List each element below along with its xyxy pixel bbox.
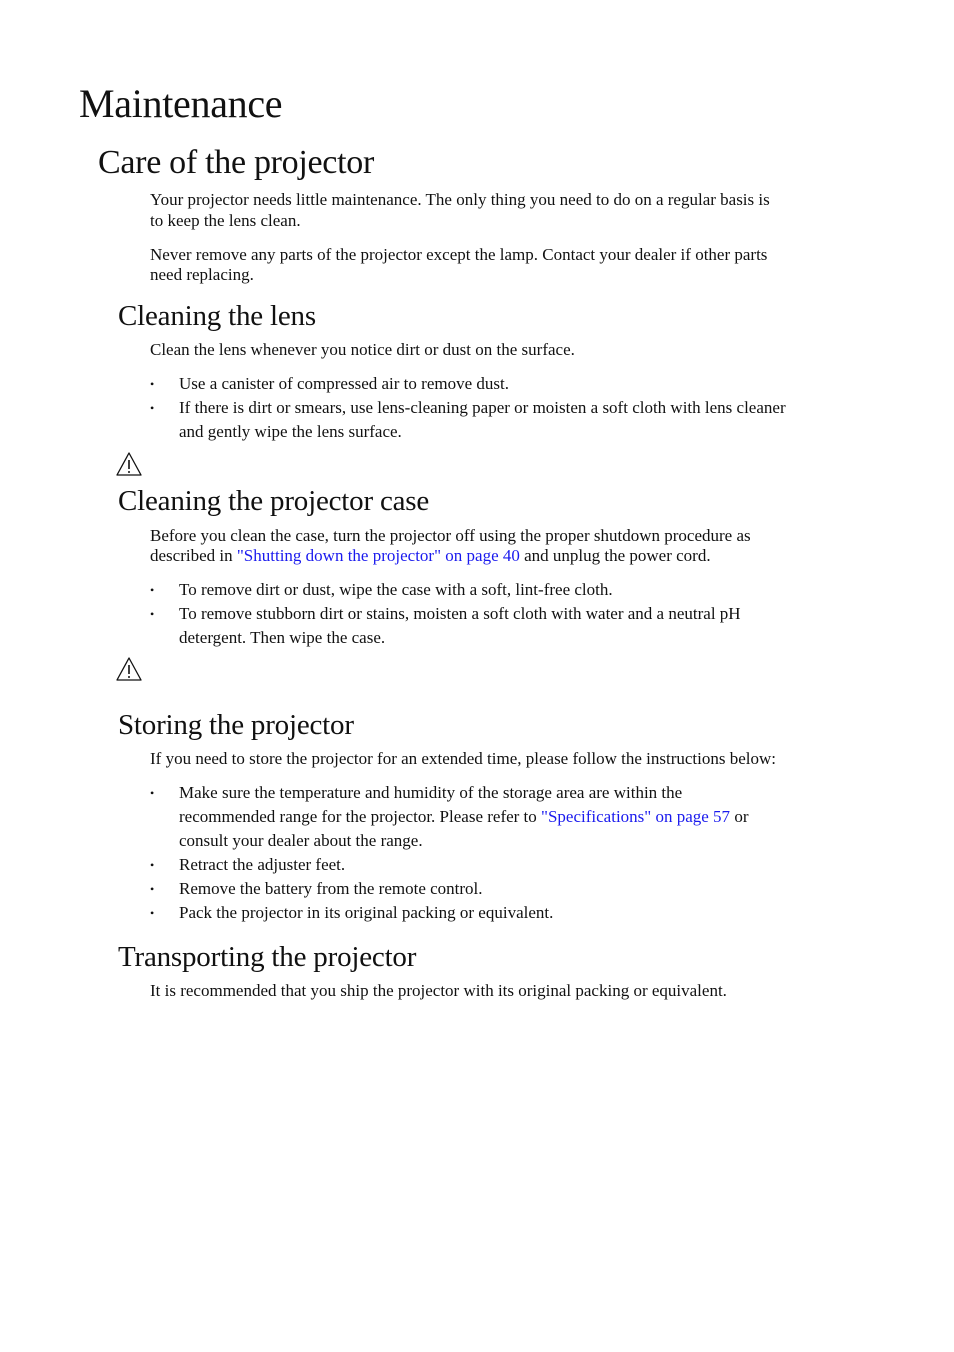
list-item-text: If there is dirt or smears, use lens-cleaning paper or moisten a soft cloth with lens cleaner: [179, 398, 786, 417]
case-intro-text: and unplug the power cord.: [519, 546, 711, 565]
section-heading-care: Care of the projector: [98, 144, 374, 181]
section-heading-case: Cleaning the projector case: [118, 485, 430, 517]
care-paragraph-1-line-2: to keep the lens clean.: [150, 211, 301, 230]
care-paragraph-2-line-2: need replacing.: [150, 265, 254, 284]
list-item-text: Remove the battery from the remote control.: [179, 879, 483, 898]
case-intro-text: described in: [150, 546, 237, 565]
list-item-text: Make sure the temperature and humidity of the storage area are within the: [179, 783, 683, 802]
specifications-link[interactable]: "Specifications" on page 57: [541, 807, 731, 826]
bullet-glyph: •: [150, 906, 155, 920]
list-item-text: and gently wipe the lens surface.: [179, 422, 402, 441]
list-item-text: Retract the adjuster feet.: [179, 855, 346, 874]
list-item-text: consult your dealer about the range.: [179, 831, 423, 850]
storing-intro: If you need to store the projector for an extended time, please follow the instructions below:: [150, 749, 776, 768]
section-heading-lens: Cleaning the lens: [118, 300, 316, 332]
lens-intro: Clean the lens whenever you notice dirt or dust on the surface.: [150, 340, 575, 359]
care-paragraph-1-line-1: Your projector needs little maintenance. The only thing you need to do on a regular basis is: [150, 190, 770, 209]
transport-intro: It is recommended that you ship the projector with its original packing or equivalent.: [150, 981, 727, 1000]
warning-triangle-icon: [115, 656, 143, 682]
list-item-text: To remove stubborn dirt or stains, moisten a soft cloth with water and a neutral pH: [179, 604, 741, 623]
bullet-glyph: •: [150, 786, 155, 800]
list-item-text: To remove dirt or dust, wipe the case with a soft, lint-free cloth.: [179, 580, 613, 599]
list-item-text: detergent. Then wipe the case.: [179, 628, 386, 647]
bullet-glyph: •: [150, 607, 155, 621]
warning-triangle-icon: [115, 451, 143, 477]
shutdown-link[interactable]: "Shutting down the projector" on page 40: [236, 546, 520, 565]
bullet-glyph: •: [150, 401, 155, 415]
page-title: Maintenance: [79, 81, 283, 126]
bullet-glyph: •: [150, 377, 155, 391]
care-paragraph-2-line-1: Never remove any parts of the projector except the lamp. Contact your dealer if other parts: [150, 245, 768, 264]
case-intro-line-1: Before you clean the case, turn the projector off using the proper shutdown procedure as: [150, 526, 751, 545]
list-item-text: Pack the projector in its original packing or equivalent.: [179, 903, 554, 922]
list-item-text: Use a canister of compressed air to remove dust.: [179, 374, 509, 393]
storing-text: recommended range for the projector. Please refer to: [179, 807, 542, 826]
section-heading-transport: Transporting the projector: [118, 941, 417, 973]
list-item-text: [179, 805, 748, 829]
bullet-glyph: •: [150, 583, 155, 597]
bullet-glyph: •: [150, 858, 155, 872]
section-heading-storing: Storing the projector: [118, 709, 354, 741]
storing-text: or: [730, 807, 749, 826]
bullet-glyph: •: [150, 882, 155, 896]
case-intro-line-2: [150, 546, 711, 566]
